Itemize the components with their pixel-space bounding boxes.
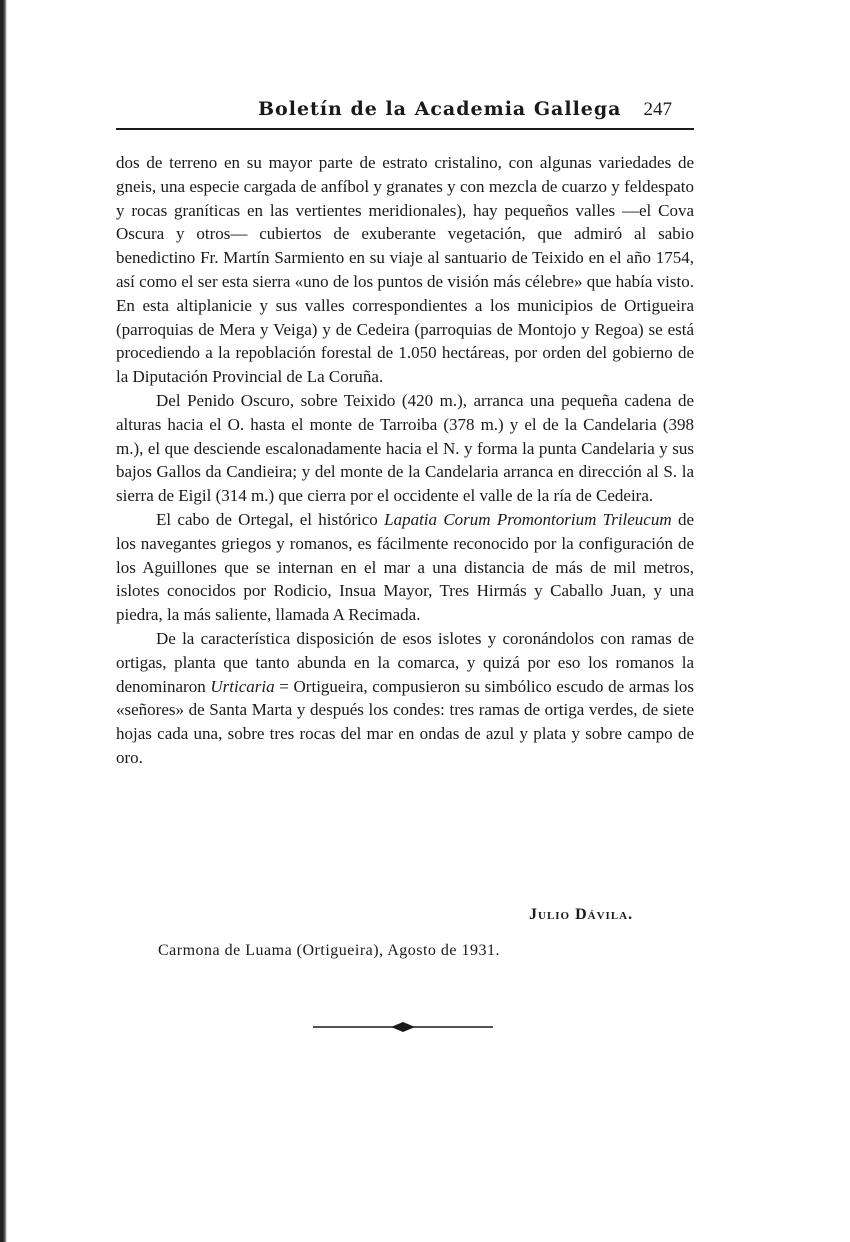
paragraph-2	[116, 389, 694, 508]
dateline: Carmona de Luama (Ortigueira), Agosto de 1931.	[158, 942, 501, 959]
page-header	[258, 98, 674, 128]
running-title: Boletín de la Academia Gallega	[258, 98, 622, 120]
page-number: 247	[643, 99, 672, 120]
paragraph-1	[116, 151, 694, 389]
paragraph-3	[116, 508, 694, 627]
paragraph-text: dos de terreno en su mayor parte de estrato cristalino, con algunas variedades de gneis, una especie cargada de anfíbol y granates y con mezcla de cuarzo y feldespato y rocas graníticas en las vertientes meridionales), hay pequeños valles —el Cova Oscura y otros— cubiertos de exuberante vegetación, que admiró al sabio benedictino Fr. Martín Sarmiento en su viaje al santuario de Teixido en el año 1754, así como el ser esta sierra «uno de los puntos de visión más célebre» que había visto. En esta altiplanicie y sus valles correspondientes a los municipios de Ortigueira (parroquias de Mera y Veiga) y de Cedeira (parroquias de Montojo y Regoa) se está procediendo a la repoblación forestal de 1.050 hectáreas, por orden del gobierno de la Diputación Provincial de La Coruña.	[116, 153, 694, 387]
header-rule	[116, 128, 694, 130]
paragraph-text: Del Penido Oscuro, sobre Teixido (420 m.), arranca una pequeña cadena de alturas hacia el O. hasta el monte de Tarroiba (378 m.) y el de la Candelaria (398 m.), el que desciende escalonadamente hacia el N. y forma la punta Candelaria y sus bajos Gallos da Candieira; y del monte de la Candelaria arranca en dirección al S. la sierra de Eigil (314 m.) que cierra por el occidente el valle de la ría de Cedeira.	[116, 390, 694, 506]
author-signature: Julio Dávila.	[529, 906, 634, 923]
ornament-rule-icon	[313, 1020, 493, 1038]
italic-term: Lapatia Corum Promontorium Trileucum	[384, 509, 672, 529]
ornament-rule-svg	[313, 1021, 493, 1033]
paragraph-text: De la característica disposición de esos islotes y coronándolos con ramas de ortigas, planta que tanto abunda en la comarca, y quizá por eso los romanos la denominaron	[116, 628, 694, 696]
paragraph-text: El cabo de Ortegal, el histórico	[156, 509, 385, 529]
paragraph-text: = Ortigueira, compusieron su simbólico escudo de armas los «señores» de Santa Marta y después los condes: tres ramas de ortiga verdes, de siete hojas cada una, sobre tres rocas del mar en ondas de azul y plata y sobre campo de oro.	[116, 676, 694, 767]
italic-term: Urticaria	[210, 676, 275, 696]
scanned-page-edge	[0, 0, 7, 1242]
article-body	[116, 151, 694, 770]
paragraph-4	[116, 627, 694, 770]
paragraph-text: de los navegantes griegos y romanos, es fácilmente reconocido por la configuración de los Aguillones que se internan en el mar a una distancia de más de mil metros, islotes conocidos por Rodicio, Insua Mayor, Tres Hirmás y Caballo Juan, y una piedra, la más saliente, llamada A Recimada.	[116, 509, 695, 625]
